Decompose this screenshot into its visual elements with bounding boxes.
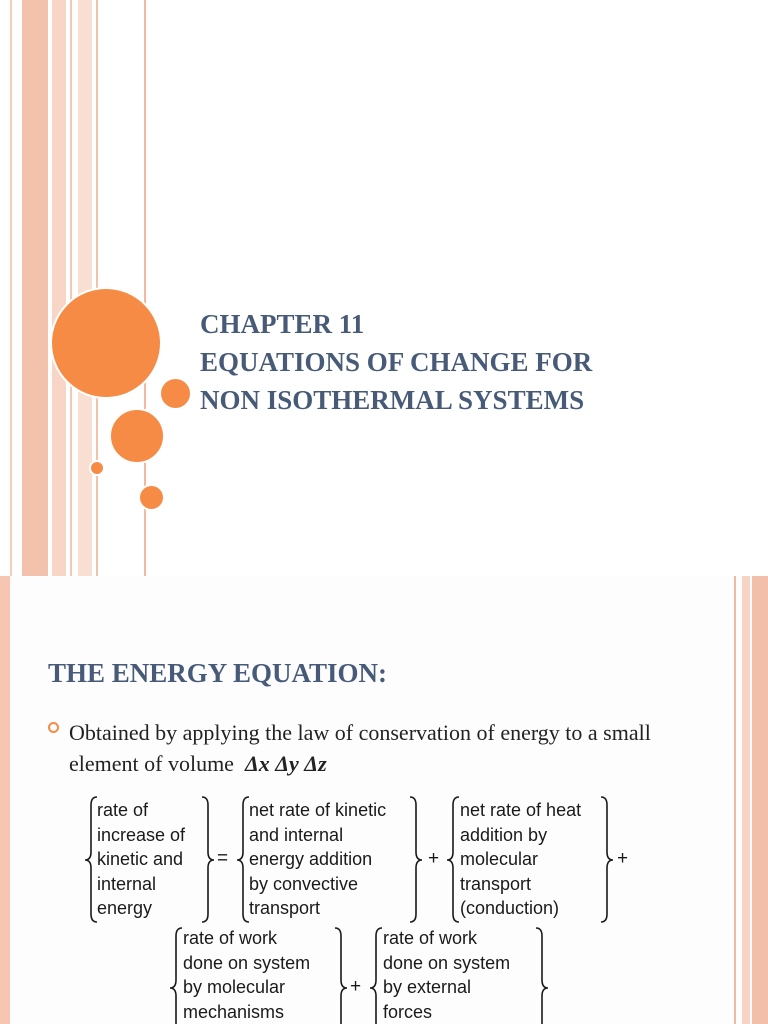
slide-title <box>200 305 760 419</box>
left-brace <box>85 797 97 922</box>
equals-sign: = <box>217 848 229 869</box>
decor-stripe <box>52 0 66 576</box>
bullet-text: Obtained by applying the law of conservation of energy to a small element of volume <box>69 720 651 776</box>
right-brace <box>335 928 347 1024</box>
term-line: (conduction) <box>460 898 560 918</box>
energy-balance-equation <box>0 576 768 1024</box>
left-brace <box>447 797 459 922</box>
term-line: transport <box>249 898 321 918</box>
title-line: CHAPTER 11 <box>200 309 365 339</box>
left-brace <box>237 797 249 922</box>
term-line: addition by <box>460 824 548 845</box>
decor-circle <box>138 484 165 511</box>
left-brace <box>170 928 182 1024</box>
right-brace <box>601 797 613 922</box>
term-line: done on system <box>183 952 311 973</box>
term-line: by molecular <box>183 977 286 997</box>
term-line: energy addition <box>249 849 373 869</box>
plus-sign: + <box>617 848 629 869</box>
equation-term <box>183 926 310 1024</box>
decor-stripe <box>22 0 48 576</box>
term-line: by convective <box>249 873 359 894</box>
content-slide <box>0 576 768 1024</box>
term-line: by external <box>383 977 472 997</box>
decor-circle <box>109 408 165 464</box>
term-line: and internal <box>249 824 344 845</box>
right-brace <box>536 928 548 1024</box>
equation-term <box>97 798 185 921</box>
decor-circle <box>159 377 192 410</box>
decor-stripe <box>78 0 92 576</box>
term-line: forces <box>383 1001 433 1022</box>
decor-stripe <box>70 0 72 576</box>
term-line: rate of work <box>183 928 278 948</box>
term-line: kinetic and <box>97 849 184 869</box>
title-line: EQUATIONS OF CHANGE FOR <box>200 347 593 377</box>
right-brace <box>410 797 422 922</box>
decor-circle-large <box>50 287 162 399</box>
term-line: mechanisms <box>183 1001 285 1022</box>
equation-term <box>383 926 510 1024</box>
term-line: rate of work <box>383 928 478 948</box>
decor-stripe <box>10 0 12 576</box>
right-brace <box>202 797 214 922</box>
plus-sign: + <box>428 848 440 869</box>
volume-element-math: Δx Δy Δz <box>244 751 327 776</box>
term-line: transport <box>460 873 532 894</box>
equation-term <box>249 798 386 921</box>
left-brace <box>370 928 382 1024</box>
title-line: NON ISOTHERMAL SYSTEMS <box>200 385 585 415</box>
term-line: net rate of heat <box>460 800 582 820</box>
term-line: increase of <box>97 824 186 845</box>
term-line: molecular <box>460 849 539 869</box>
term-line: rate of <box>97 800 149 820</box>
decor-circle <box>89 460 105 476</box>
term-line: done on system <box>383 952 511 973</box>
section-heading: THE ENERGY EQUATION: <box>48 658 388 688</box>
plus-sign: + <box>350 976 362 997</box>
equation-term <box>460 798 581 921</box>
term-line: net rate of kinetic <box>249 800 387 820</box>
term-line: internal <box>97 873 157 894</box>
term-line: energy <box>97 898 153 918</box>
